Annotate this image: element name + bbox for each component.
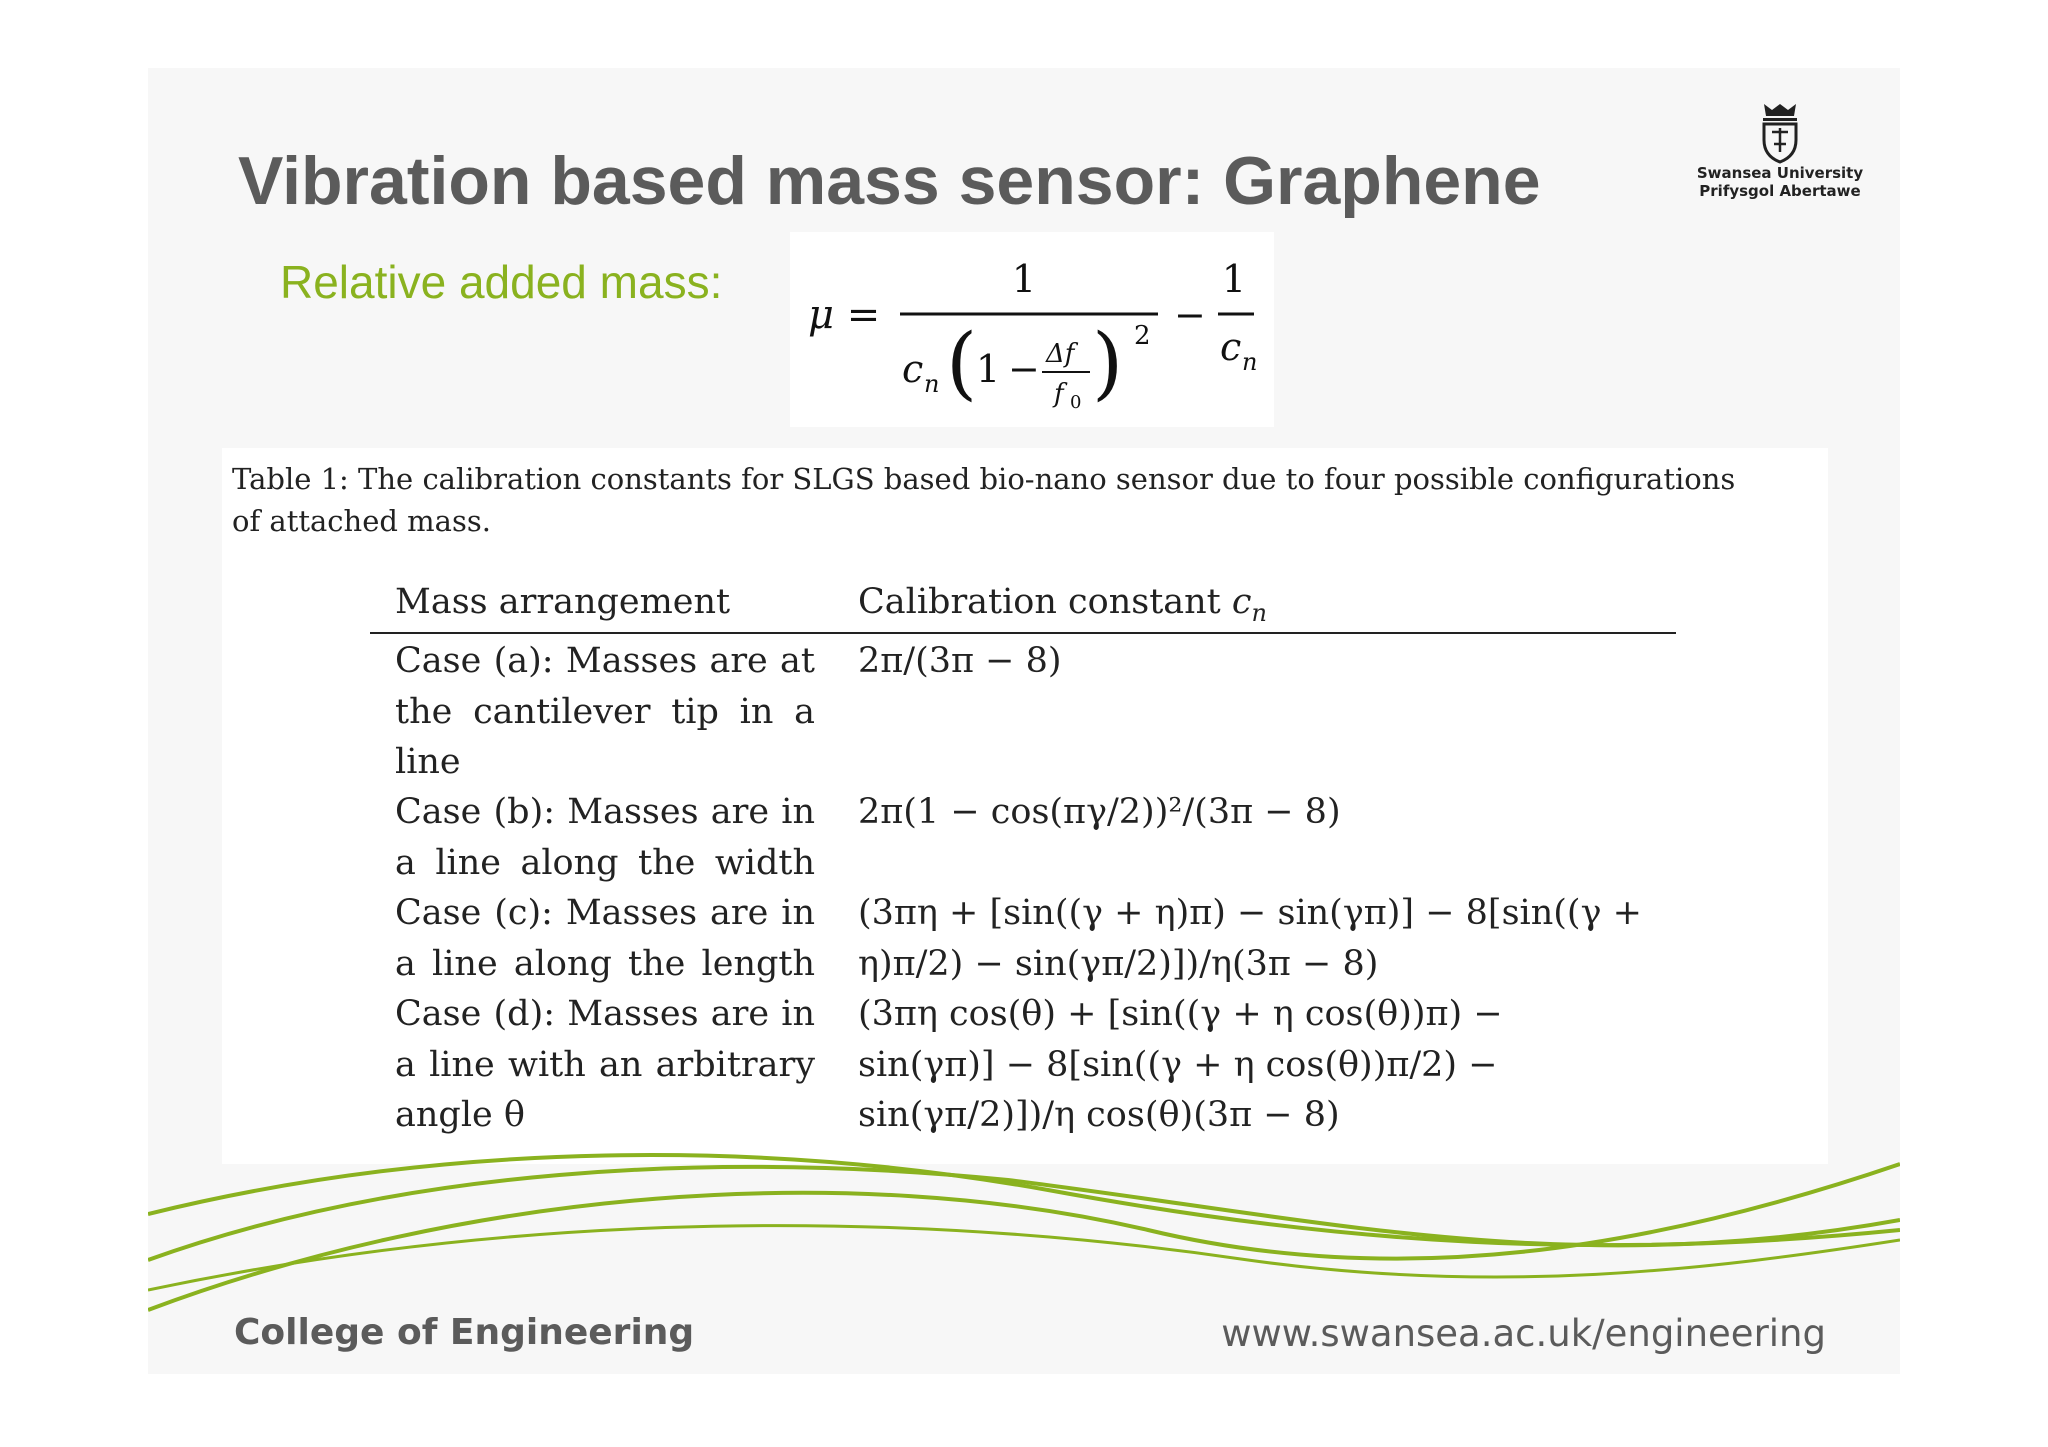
formula-cn: c bbox=[902, 347, 924, 391]
formula-paren-close: ) bbox=[1092, 316, 1124, 409]
calibration-table bbox=[370, 578, 1676, 1140]
row-d-arrangement bbox=[395, 989, 815, 1141]
formula-second-minus: − bbox=[1174, 293, 1206, 337]
header-cn-sub: n bbox=[1251, 599, 1267, 627]
header-calibration-constant bbox=[858, 582, 1267, 627]
table-row bbox=[370, 636, 1676, 787]
cell-text: Case (c): Masses are in bbox=[395, 893, 815, 933]
caption-line-2: of attached mass. bbox=[232, 504, 491, 538]
cell-text: angle θ bbox=[395, 1095, 525, 1135]
cell-text: Case (a): Masses are at bbox=[395, 641, 815, 681]
table-row bbox=[370, 989, 1676, 1140]
cell-text: sin(γπ)] − 8[sin((γ + η cos(θ))π/2) − bbox=[858, 1044, 1498, 1085]
cell-text: 2π(1 − cos(πγ/2))²/(3π − 8) bbox=[858, 792, 1341, 832]
formula-paren-open: ( bbox=[946, 316, 978, 409]
formula-minus: − bbox=[1008, 347, 1040, 391]
university-logo bbox=[1690, 100, 1870, 200]
cell-text: line bbox=[395, 742, 461, 782]
formula-cn-sub: n bbox=[924, 370, 940, 398]
formula-f: f bbox=[1054, 379, 1064, 409]
table-caption bbox=[232, 458, 1818, 542]
row-b-constant bbox=[858, 787, 1648, 838]
formula-exponent: 2 bbox=[1134, 321, 1151, 351]
footer-college: College of Engineering bbox=[234, 1312, 695, 1353]
decorative-waves bbox=[148, 1150, 1900, 1320]
cell-text: (3πη + [sin((γ + η)π) − sin(γπ)] − 8[sin((γ + bbox=[858, 893, 1642, 933]
formula-second-cn-sub: n bbox=[1242, 348, 1258, 376]
cell-text: Case (b): Masses are in bbox=[395, 792, 815, 832]
formula-numerator: 1 bbox=[1011, 257, 1037, 301]
header-cn-var: c bbox=[1231, 582, 1252, 622]
relative-mass-formula bbox=[790, 232, 1274, 427]
row-a-constant bbox=[858, 636, 1648, 687]
cell-text: a line along the length bbox=[395, 943, 815, 984]
logo-text-english: Swansea University bbox=[1696, 164, 1864, 182]
row-c-arrangement bbox=[395, 888, 815, 989]
cell-text: a line with an arbitrary bbox=[395, 1044, 815, 1085]
university-crest-icon bbox=[1754, 100, 1806, 164]
formula-delta-f: Δf bbox=[1046, 339, 1075, 369]
cell-text: a line along the width bbox=[395, 842, 815, 883]
slide-title: Vibration based mass sensor: Graphene bbox=[238, 143, 1541, 219]
formula-one: 1 bbox=[976, 347, 1001, 391]
cell-text: (3πη cos(θ) + [sin((γ + η cos(θ))π) − bbox=[858, 994, 1503, 1034]
table-row bbox=[370, 787, 1676, 888]
table-row bbox=[370, 888, 1676, 989]
row-d-constant bbox=[858, 989, 1648, 1141]
formula-f-sub: 0 bbox=[1070, 392, 1082, 413]
header-mass-arrangement: Mass arrangement bbox=[395, 582, 731, 622]
cell-text: sin(γπ/2)])/η cos(θ)(3π − 8) bbox=[858, 1095, 1340, 1135]
formula-mu: μ = bbox=[808, 292, 881, 338]
subtitle: Relative added mass: bbox=[280, 256, 723, 308]
formula-second-numerator: 1 bbox=[1221, 257, 1247, 301]
formula-second-cn: c bbox=[1220, 325, 1242, 369]
cell-text: η)π/2) − sin(γπ/2)])/η(3π − 8) bbox=[858, 943, 1379, 984]
footer-url[interactable]: www.swansea.ac.uk/engineering bbox=[1221, 1312, 1826, 1355]
logo-text-welsh: Prifysgol Abertawe bbox=[1699, 182, 1861, 200]
row-c-constant bbox=[858, 888, 1648, 989]
cell-text: 2π/(3π − 8) bbox=[858, 641, 1062, 681]
table-header bbox=[370, 578, 1676, 634]
caption-line-1: Table 1: The calibration constants for SLGS based bio-nano sensor due to four possible configurations bbox=[232, 462, 1736, 496]
cell-text: the cantilever tip in a bbox=[395, 691, 815, 732]
header-calibration-text: Calibration constant bbox=[858, 582, 1232, 622]
row-b-arrangement bbox=[395, 787, 815, 888]
row-a-arrangement bbox=[395, 636, 815, 788]
cell-text: Case (d): Masses are in bbox=[395, 994, 815, 1034]
